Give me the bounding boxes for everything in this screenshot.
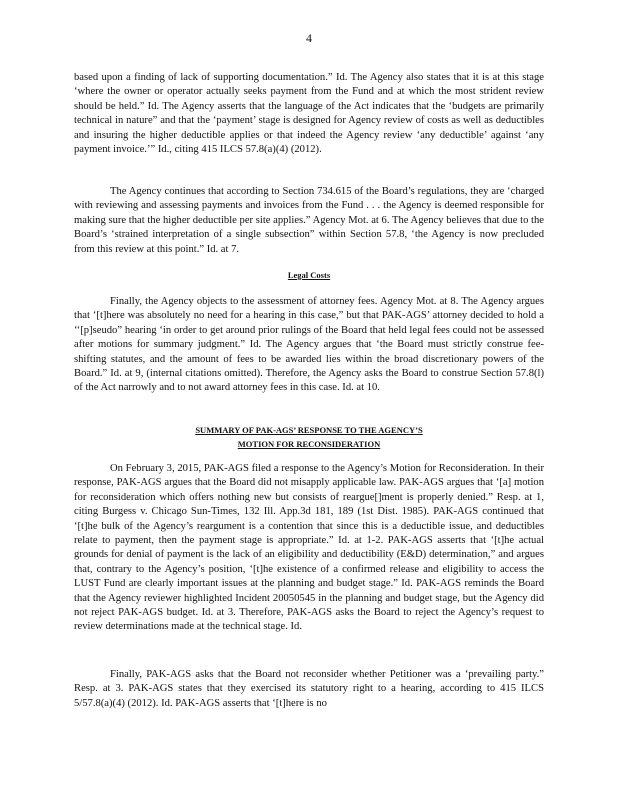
paragraph-prevailing-party: Finally, PAK-AGS asks that the Board not reconsider whether Petitioner was a ‘prevailing party.” Resp. at 3. PAK-AGS states that they exercised its statutory right to a hearing, according to 415 ILCS 5/57.8(a)(4) (2012). Id. PAK-AGS asserts that ‘[t]here is no: [74, 669, 544, 709]
heading-summary: [144, 423, 474, 451]
heading-summary-line-1: SUMMARY OF PAK-AGS’ RESPONSE TO THE AGENCY’S: [195, 425, 423, 435]
paragraph-agency-budget-stage: based upon a finding of lack of supporting documentation.” Id. The Agency also states that it is at this stage ‘where the owner or operator actually seeks payment from the Fund and at which the most strident review should be held.” Id. The Agency asserts that the language of the Act indicates that the ‘budgets are primarily technical in nature” and that the ‘payment’ stage is designed for Agency review of costs as well as deductibles and insuring the higher deductible applies or that indeed the Agency review ‘any deductible’ against ‘any payment invoice.’” Id., citing 415 ILCS 57.8(a)(4) (2012).: [74, 72, 544, 156]
paragraph-agency-section-734: The Agency continues that according to Section 734.615 of the Board’s regulations, they are ‘charged with reviewing and assessing payments and invoices from the Fund . . . the Agency is deemed responsible for making sure that the higher deductible per site applies.” Agency Mot. at 6. The Agency believes that due to the Board’s ‘strained interpretation of a single subsection” within Section 57.8, ‘the Agency is now precluded from this review at this point.” Id. at 7.: [74, 186, 544, 255]
paragraph-attorney-fees: Finally, the Agency objects to the assessment of attorney fees. Agency Mot. at 8. The Agency argues that ‘[t]here was absolutely no need for a hearing in this case,” but that PAK-AGS’ attorney decided to hold a ‘‘[p]seudo” hearing ‘in order to get around prior rulings of the Board that held legal fees could not be assessed after motions for summary judgment.” Id. The Agency argues that ‘the Board must strictly construe fee-shifting statutes, and the amount of fees to be awarded lies within the broad discretionary powers of the Board.” Id. at 9, (internal citations omitted). Therefore, the Agency asks the Board to construe Section 57.8(l) of the Act narrowly and to not award attorney fees in this case. Id. at 10.: [74, 296, 544, 394]
heading-summary-line-2: MOTION FOR RECONSIDERATION: [237, 439, 381, 449]
paragraph-pak-ags-response: On February 3, 2015, PAK-AGS filed a response to the Agency’s Motion for Reconsideration. In their response, PAK-AGS argues that the Board did not misapply applicable law. PAK-AGS argues that ‘[a] motion for reconsideration which offers nothing new but consists of reargue[]ment is properly denied.” Resp. at 1, citing Burgess v. Chicago Sun-Times, 132 Ill. App.3d 181, 189 (1st Dist. 1985). PAK-AGS continued that ‘[t]he bulk of the Agency’s reargument is a contention that since this is a deductible issue, and deductibles relate to payment, then the payment stage is appropriate.” Id. at 1-2. PAK-AGS asserts that ‘[t]he actual grounds for denial of payment is the lack of an eligibility and deductibility (E&D) determination,” and argues that, contrary to the Agency’s position, ‘[t]he existence of a confirmed release and eligibility to access the LUST Fund are clearly important issues at the planning and budget stage.” Id. PAK-AGS reminds the Board that the Agency reviewer highlighted Incident 20050545 in the planning and budget stage, but the Agency did not reject PAK-AGS budget. Id. at 3. Therefore, PAK-AGS asks the Board to reject the Agency’s request to review determinations made at the technical stage. Id.: [74, 463, 544, 633]
page-number: 4: [306, 31, 312, 45]
heading-legal-costs: Legal Costs: [287, 270, 331, 280]
